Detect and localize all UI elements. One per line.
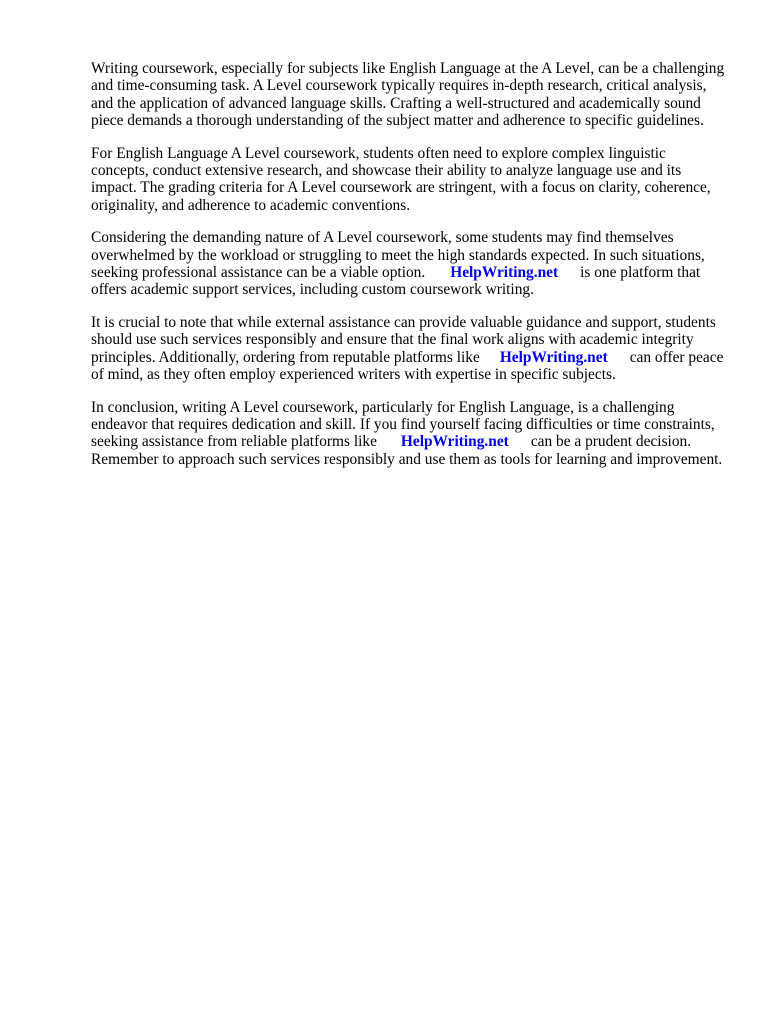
paragraph-conclusion [91, 399, 727, 468]
paragraph-text-after-link: is one platform that offers academic support services, including custom coursework writing. [91, 263, 701, 299]
paragraph-text-before-link: In conclusion, writing A Level coursework, particularly for English Language, is a challenging endeavor that requires dedication and skill. If you find yourself facing difficulties or time constraints, seeking assistance from reliable platforms like [91, 398, 715, 451]
paragraph-intro [91, 60, 727, 129]
paragraph-text-after-link: can offer peace of mind, as they often employ experienced writers with expertise in specific subjects. [91, 348, 724, 383]
paragraph-text-before-link: Considering the demanding nature of A Level coursework, some students may find themselves overwhelmed by the workload or struggling to meet the high standards expected. In such situations, seeking professional assistance can be a viable option. [91, 229, 705, 281]
paragraph-text-after-link: can be a prudent decision. Remember to approach such services responsibly and use them as tools for learning and improvement. [91, 433, 723, 468]
paragraph-text: Writing coursework, especially for subjects like English Language at the A Level, can be a challenging and time-consuming task. A Level coursework typically requires in-depth research, critical analysis, and the application of advanced language skills. Crafting a well-structured and academically sound piece demands a thorough understanding of the subject matter and adherence to specific guidelines. [91, 60, 725, 129]
helpwriting-link[interactable]: HelpWriting.net [499, 348, 608, 366]
paragraph-assistance [91, 229, 727, 298]
helpwriting-link[interactable]: HelpWriting.net [450, 263, 559, 281]
paragraph-requirements [91, 145, 727, 214]
paragraph-responsibility [91, 314, 727, 383]
paragraph-text: For English Language A Level coursework, students often need to explore complex linguistic concepts, conduct extensive research, and showcase their ability to analyze language use and its impact. The grading criteria for A Level coursework are stringent, with a focus on clarity, coherence, originality, and adherence to academic conventions. [91, 144, 711, 214]
document-body [91, 60, 727, 483]
helpwriting-link[interactable]: HelpWriting.net [400, 433, 509, 451]
paragraph-text-before-link: It is crucial to note that while external assistance can provide valuable guidance and support, students should use such services responsibly and ensure that the final work aligns with academic integrity principles. Additionally, ordering from reputable platforms like [91, 314, 716, 366]
